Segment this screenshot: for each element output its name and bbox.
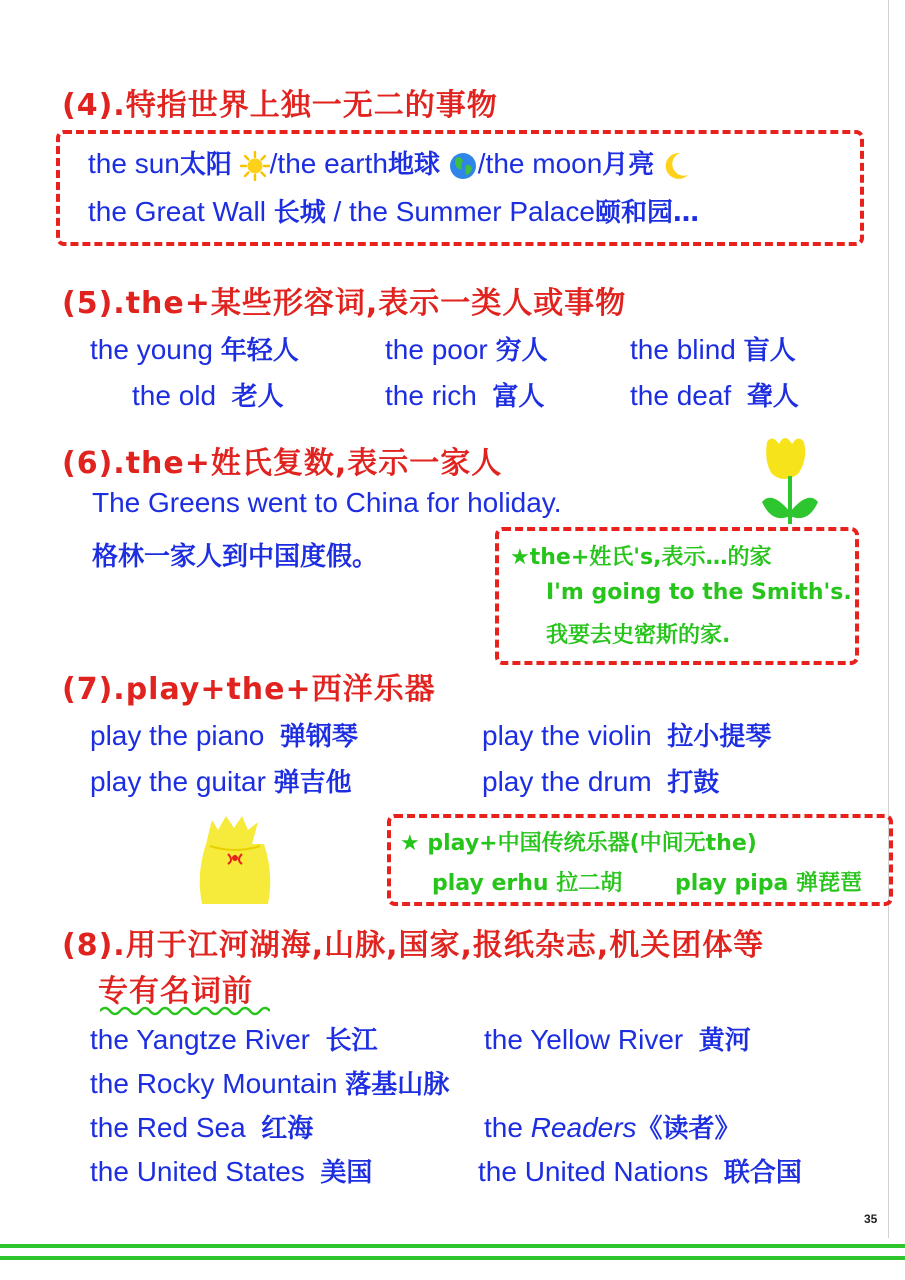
adj-en: the poor — [385, 334, 488, 365]
moon-en: /the moon — [477, 148, 603, 179]
instrument-cn: 拉小提琴 — [667, 722, 772, 752]
adj-cn: 富人 — [492, 382, 545, 412]
earth-en: /the earth — [269, 148, 388, 179]
proper-noun-cn: 黄河 — [698, 1026, 751, 1056]
adj-cn: 穷人 — [495, 336, 548, 366]
proper-noun-united-nations — [478, 1152, 802, 1189]
proper-noun-red-sea — [90, 1108, 313, 1145]
section-4-line-2 — [88, 192, 699, 229]
wavy-underline — [100, 1006, 270, 1016]
globe-icon — [448, 151, 478, 181]
instrument-cn: 弹钢琴 — [279, 722, 358, 752]
great-wall-cn: 长城 — [273, 198, 326, 228]
proper-noun-yangtze — [90, 1020, 378, 1057]
adj-cn: 聋人 — [746, 382, 799, 412]
adj-en: the young — [90, 334, 213, 365]
adj-item-rich — [385, 376, 544, 413]
earth-cn: 地球 — [387, 150, 440, 180]
family-example-cn — [92, 536, 378, 573]
instrument-en: play the drum — [482, 766, 652, 797]
instrument-cn: 弹吉他 — [273, 768, 352, 798]
section-7-heading: (7).play+the+西洋乐器 — [62, 672, 436, 707]
proper-noun-cn: 长江 — [325, 1026, 378, 1056]
gift-bag-icon — [190, 810, 280, 910]
adj-cn: 盲人 — [743, 336, 796, 366]
proper-noun-en: the Yangtze River — [90, 1024, 310, 1055]
instrument-item-violin — [482, 716, 771, 753]
proper-noun-en: the United States — [90, 1156, 305, 1187]
instrument-item-piano — [90, 716, 358, 753]
adj-item-deaf — [630, 376, 799, 413]
instrument-cn: 打鼓 — [667, 768, 720, 798]
section-7-note-pipa: play pipa 弹琵琶 — [675, 871, 863, 896]
proper-noun-en: the — [484, 1112, 531, 1143]
sun-icon — [240, 151, 270, 181]
proper-noun-cn: 红海 — [261, 1114, 314, 1144]
section-6-note-line-1: ★the+姓氏's,表示…的家 — [510, 545, 772, 570]
proper-noun-en: the Yellow River — [484, 1024, 684, 1055]
instrument-en: play the guitar — [90, 766, 266, 797]
footer-rule-bottom — [0, 1256, 905, 1260]
section-4-heading: (4).特指世界上独一无二的事物 — [62, 88, 498, 123]
proper-noun-readers — [484, 1108, 741, 1145]
family-example-en: The Greens went to China for holiday. — [92, 487, 562, 518]
proper-noun-en: the Red Sea — [90, 1112, 246, 1143]
adj-en: the old — [132, 380, 217, 411]
footer-rule-top — [0, 1244, 905, 1248]
proper-noun-united-states — [90, 1152, 372, 1189]
proper-noun-rocky — [90, 1064, 449, 1101]
tulip-icon — [755, 432, 825, 527]
proper-noun-cn: 美国 — [320, 1158, 373, 1188]
sun-cn: 太阳 — [179, 150, 232, 180]
adj-en: the deaf — [630, 380, 732, 411]
instrument-item-drum — [482, 762, 719, 799]
section-7-note-line-1: ★ play+中国传统乐器(中间无the) — [400, 831, 757, 856]
adj-item-old — [132, 376, 284, 413]
adj-item-young — [90, 330, 299, 367]
proper-noun-cn: 《读者》 — [636, 1114, 741, 1144]
proper-noun-en-italic: Readers — [530, 1112, 637, 1143]
adj-item-blind — [630, 330, 796, 367]
proper-noun-cn: 联合国 — [723, 1158, 802, 1188]
adj-item-poor — [385, 330, 548, 367]
section-5-heading: (5).the+某些形容词,表示一类人或事物 — [62, 286, 627, 321]
adj-cn: 年轻人 — [220, 336, 299, 366]
section-6-heading: (6).the+姓氏复数,表示一家人 — [62, 446, 503, 481]
section-8-heading-2: 专有名词前 — [98, 974, 253, 1009]
moon-cn: 月亮 — [602, 150, 655, 180]
family-example-cn-text: 格林一家人到中国度假。 — [92, 542, 379, 572]
instrument-en: play the violin — [482, 720, 652, 751]
section-6-note-line-2: I'm going to the Smith's. — [546, 580, 852, 605]
section-8-heading: (8).用于江河湖海,山脉,国家,报纸杂志,机关团体等 — [62, 928, 765, 963]
instrument-item-guitar — [90, 762, 352, 799]
page-edge-rule — [888, 0, 889, 1238]
section-7-note-erhu: play erhu 拉二胡 — [432, 871, 623, 896]
adj-en: the rich — [385, 380, 477, 411]
proper-noun-cn: 落基山脉 — [345, 1070, 450, 1100]
instrument-en: play the piano — [90, 720, 265, 751]
crescent-moon-icon — [662, 151, 690, 181]
adj-cn: 老人 — [231, 382, 284, 412]
section-4-line-1 — [88, 144, 690, 181]
proper-noun-yellow-river — [484, 1020, 751, 1057]
summer-palace-en: / the Summer Palace — [325, 196, 595, 227]
proper-noun-en: the Rocky Mountain — [90, 1068, 338, 1099]
page-number: 35 — [864, 1212, 878, 1226]
summer-palace-cn: 颐和园… — [594, 198, 699, 228]
great-wall-en: the Great Wall — [88, 196, 274, 227]
proper-noun-en: the United Nations — [478, 1156, 709, 1187]
sun-en: the sun — [88, 148, 180, 179]
adj-en: the blind — [630, 334, 736, 365]
section-6-note-line-3: 我要去史密斯的家. — [546, 623, 731, 648]
